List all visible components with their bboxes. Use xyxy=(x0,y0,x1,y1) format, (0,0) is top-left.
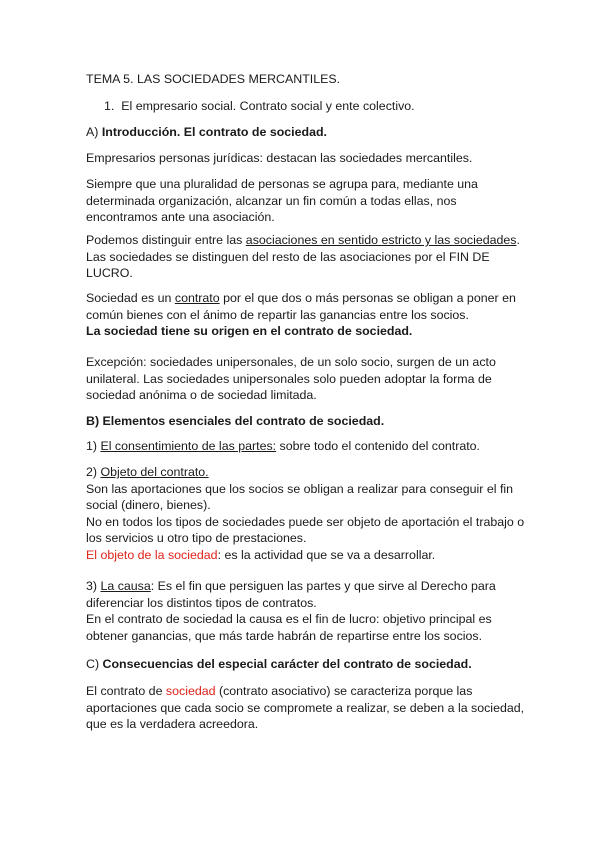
element-2-line: Son las aportaciones que los socios se obligan a realizar para conseguir el fin xyxy=(86,481,514,496)
element-2-heading xyxy=(86,464,526,481)
paragraph-5 xyxy=(86,354,526,404)
paragraph-5-line: unilateral. Las sociedades unipersonales solo pueden adoptar la forma de xyxy=(86,371,492,386)
element-2-line: No en todos los tipos de sociedades puede ser objeto de aportación el trabajo o xyxy=(86,514,525,529)
list-number: 1. xyxy=(104,99,115,113)
paragraph-5-line: sociedad anónima o de sociedad limitada. xyxy=(86,388,317,403)
text-span: Podemos distinguir entre las xyxy=(86,233,246,247)
element-2 xyxy=(86,464,526,564)
paragraph-3-line: Las sociedades se distinguen del resto de las asociaciones por el FIN DE xyxy=(86,249,490,264)
paragraph-3-line: LUCRO. xyxy=(86,266,133,281)
section-a-prefix: A) xyxy=(86,125,102,139)
paragraph-4-line: común bienes con el ánimo de repartir las ganancias entre los socios. xyxy=(86,307,469,322)
text-span: . xyxy=(516,233,520,247)
paragraph-5-line: Excepción: sociedades unipersonales, de un solo socio, surgen de un acto xyxy=(86,355,496,369)
paragraph-c1-line xyxy=(86,683,526,700)
text-span: por el que dos o más personas se obligan a poner en xyxy=(219,291,516,305)
section-c-prefix: C) xyxy=(86,657,103,671)
item-number: 3) xyxy=(86,579,101,593)
element-2-line: los servicios u otro tipo de prestaciones. xyxy=(86,531,307,546)
text-span: (contrato asociativo) se caracteriza porque las xyxy=(215,684,473,698)
element-3-line: diferenciar los distintos tipos de contratos. xyxy=(86,595,317,610)
text-span: : Es el fin que persiguen las partes y que sirve al Derecho para xyxy=(150,579,496,593)
paragraph-c1-line: que es la verdadera acreedora. xyxy=(86,717,259,732)
paragraph-2-line: Siempre que una pluralidad de personas se agrupa para, mediante una xyxy=(86,177,478,191)
paragraph-3 xyxy=(86,232,526,282)
element-3-line: obtener ganancias, que más tarde habrán de repartirse entre los socios. xyxy=(86,628,483,643)
section-a-title: Introducción. El contrato de sociedad. xyxy=(101,125,327,139)
text-span: sobre todo el contenido del contrato. xyxy=(276,439,481,453)
underlined-term: contrato xyxy=(174,291,220,305)
underlined-term: El consentimiento de las partes: xyxy=(100,439,277,453)
element-2-line xyxy=(86,547,526,564)
bold-statement: La sociedad tiene su origen en el contrato de sociedad. xyxy=(86,324,413,339)
section-1-text: El empresario social. Contrato social y ente colectivo. xyxy=(121,99,415,113)
paragraph-2-line: encontramos ante una asociación. xyxy=(86,210,275,225)
paragraph-4 xyxy=(86,290,526,340)
item-number: 2) xyxy=(86,465,101,479)
underlined-term: La causa xyxy=(100,579,151,593)
section-1-heading xyxy=(104,98,544,115)
text-span: El contrato de xyxy=(86,684,166,698)
section-c-title: Consecuencias del especial carácter del contrato de sociedad. xyxy=(102,657,472,671)
section-a-heading xyxy=(86,124,526,141)
paragraph-3-line xyxy=(86,232,526,249)
element-2-line: social (dinero, bienes). xyxy=(86,498,211,513)
underlined-term: Objeto del contrato. xyxy=(100,465,209,479)
red-term: sociedad xyxy=(165,684,216,698)
section-b-heading: B) Elementos esenciales del contrato de sociedad. xyxy=(86,414,385,428)
paragraph-1: Empresarios personas jurídicas: destacan las sociedades mercantiles. xyxy=(86,151,473,165)
item-number: 1) xyxy=(86,439,101,453)
paragraph-c1 xyxy=(86,683,526,733)
doc-title: TEMA 5. LAS SOCIEDADES MERCANTILES. xyxy=(86,72,341,86)
paragraph-4-line xyxy=(86,290,526,307)
paragraph-2-line: determinada organización, alcanzar un fin común a todas ellas, nos xyxy=(86,193,457,208)
element-3 xyxy=(86,578,526,644)
paragraph-2 xyxy=(86,176,526,226)
element-3-line: En el contrato de sociedad la causa es el fin de lucro: objetivo principal es xyxy=(86,612,492,627)
red-term: El objeto de la sociedad xyxy=(86,547,218,562)
paragraph-c1-line: aportaciones que cada socio se compromete a realizar, se deben a la sociedad, xyxy=(86,700,525,715)
underlined-term: asociaciones en sentido estricto y las sociedades xyxy=(245,233,517,247)
section-c-heading xyxy=(86,656,526,673)
element-3-line xyxy=(86,578,526,595)
text-span: Sociedad es un xyxy=(86,291,175,305)
text-span: : es la actividad que se va a desarrollar. xyxy=(217,547,436,562)
element-1 xyxy=(86,438,526,455)
